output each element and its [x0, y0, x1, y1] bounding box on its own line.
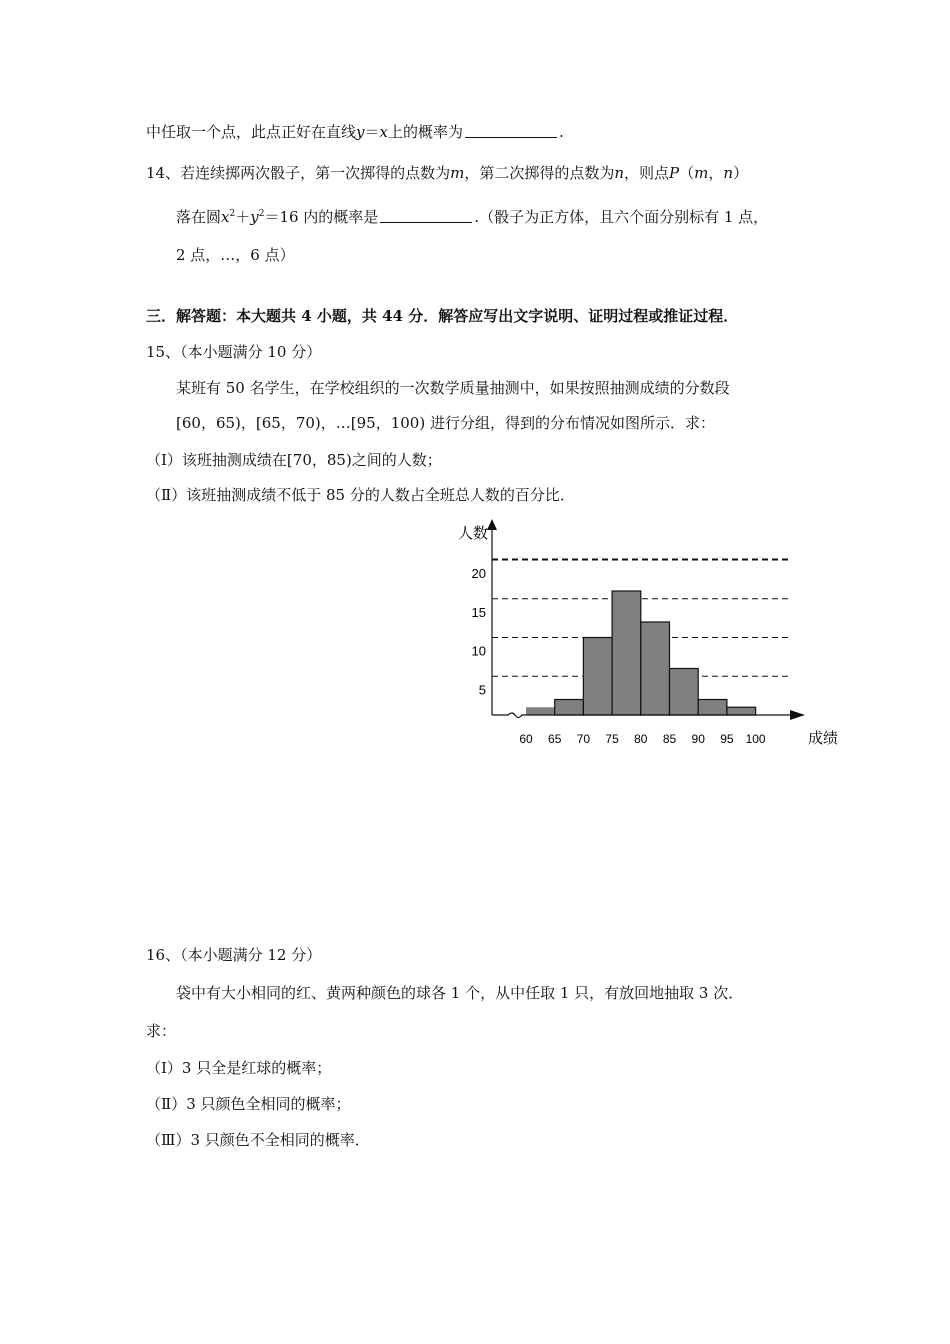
var-n: n: [723, 164, 734, 182]
histogram-bar: [670, 669, 699, 716]
period: .: [559, 123, 564, 141]
q16-line1: 袋中有大小相同的红、黄两种颜色的球各 1 个，从中任取 1 只，有放回地抽取 3 次．: [176, 984, 744, 1002]
q14-line1: [146, 163, 748, 183]
x-axis-label: 成绩: [808, 730, 839, 747]
x-axis-arrow-icon: [790, 710, 805, 720]
y-tick-label: 5: [478, 682, 486, 698]
q16-part3: （Ⅲ）3 只颜色不全相同的概率．: [146, 1131, 370, 1149]
q14-text: ＝16 内的概率是: [264, 208, 379, 226]
x-tick-label: 95: [720, 732, 734, 746]
x-tick-label: 75: [605, 732, 619, 746]
y-tick-label: 20: [471, 566, 486, 581]
plus-sign: ＋: [235, 208, 251, 226]
var-x: x: [221, 208, 230, 226]
q15-line2: [60，65)，[65，70)，…[95，100) 进行分组，得到的分布情况如图所示．求：: [176, 414, 715, 432]
histogram-bar: [526, 707, 555, 715]
y-tick-label: 15: [471, 604, 486, 620]
bars: [526, 591, 756, 715]
q15-part2: （Ⅱ）该班抽测成绩不低于 85 分的人数占全班总人数的百分比．: [146, 486, 575, 504]
q14-line3: 2 点，…，6 点）: [176, 246, 295, 264]
q13-line: [146, 122, 564, 142]
q13-text-b: 上的概率为: [387, 123, 463, 141]
var-m: m: [694, 164, 709, 182]
q15-line1: 某班有 50 名学生，在学校组织的一次数学质量抽测中，如果按照抽测成绩的分数段: [176, 379, 730, 397]
var-p: P: [669, 164, 680, 182]
histogram-bar: [555, 700, 584, 716]
q14-text: .（骰子为正方体，且六个面分别标有 1 点，: [474, 208, 769, 226]
x-tick-label: 70: [576, 732, 591, 746]
exponent: 2: [229, 209, 236, 219]
section-heading: 三．解答题：本大题共 4 小题，共 44 分．解答应写出文字说明、证明过程或推证过程．: [146, 307, 739, 325]
x-tick-label: 65: [548, 732, 562, 746]
q15-header: 15、（本小题满分 10 分）: [146, 343, 322, 361]
q14-text: ，则点: [624, 164, 670, 182]
q16-header: 16、（本小题满分 12 分）: [146, 946, 322, 964]
q15-part1: （Ⅰ）该班抽测成绩在[70，85)之间的人数；: [146, 451, 442, 469]
histogram-bar: [612, 591, 641, 715]
x-tick-label: 85: [662, 732, 677, 746]
var-n: n: [614, 164, 625, 182]
q14-text: 若连续掷两次骰子，第一次掷得的点数为: [180, 164, 451, 182]
answer-blank: [465, 123, 557, 138]
histogram-bar: [698, 700, 727, 716]
q13-text-a: 中任取一个点，此点正好在直线: [146, 123, 357, 141]
histogram-bar: [641, 622, 670, 715]
var-y: y: [356, 123, 365, 141]
q14-text: ，第二次掷得的点数为: [464, 164, 615, 182]
exponent: 2: [258, 209, 265, 219]
histogram-chart: [440, 515, 850, 755]
eq-sign: ＝: [364, 123, 380, 141]
var-y: y: [250, 208, 259, 226]
x-tick-labels: [519, 732, 766, 746]
q16-part1: （Ⅰ）3 只全是红球的概率；: [146, 1059, 332, 1077]
answer-blank: [380, 208, 472, 223]
q14-text: ）: [733, 164, 749, 182]
x-tick-label: 90: [691, 732, 705, 746]
histogram-bar: [727, 707, 756, 715]
var-m: m: [450, 164, 465, 182]
x-tick-label: 100: [745, 732, 766, 746]
q14-text: ，: [708, 164, 724, 182]
q14-text: （: [679, 164, 695, 182]
y-tick-labels: [472, 566, 486, 697]
x-tick-label: 80: [634, 732, 648, 746]
histogram-bar: [583, 638, 612, 716]
q16-part2: （Ⅱ）3 只颜色全相同的概率；: [146, 1095, 351, 1113]
var-x: x: [379, 123, 388, 141]
q14-number: 14、: [146, 164, 181, 182]
q14-text: 落在圆: [176, 208, 222, 226]
y-axis-label: 人数: [458, 525, 489, 542]
y-axis-arrow-icon: [487, 519, 497, 530]
y-tick-label: 10: [471, 643, 486, 659]
q16-line2: 求：: [146, 1022, 177, 1040]
q14-line2: [176, 204, 768, 227]
x-tick-label: 60: [519, 732, 533, 746]
